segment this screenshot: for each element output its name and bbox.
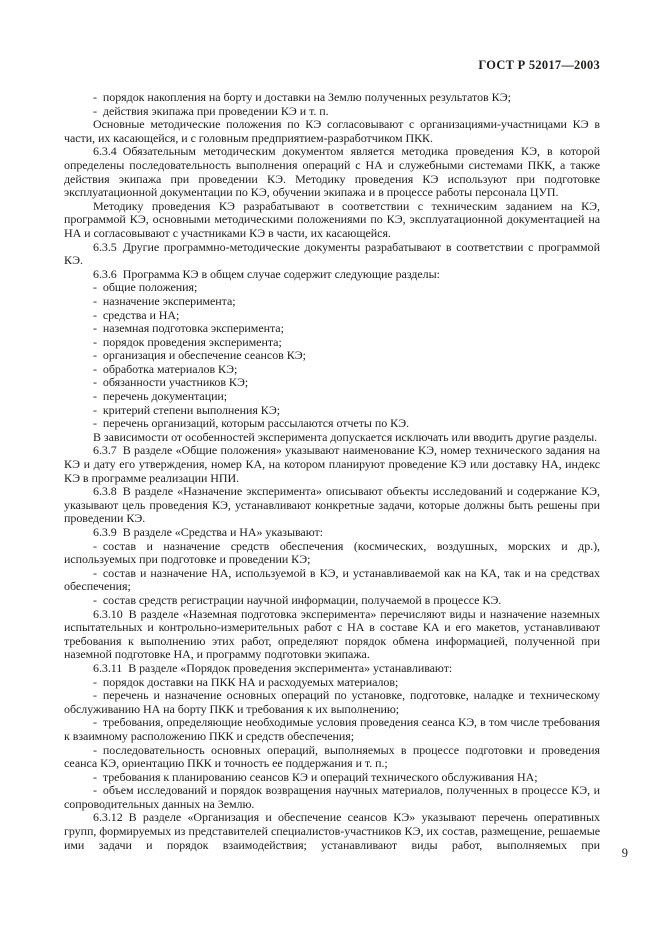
standard-number: ГОСТ Р 52017—2003 — [478, 58, 600, 72]
paragraph: 6.3.5 Другие программно-методические документы разрабатывают в соответствии с программой КЭ. — [64, 239, 600, 268]
paragraph: 6.3.7 В разделе «Общие положения» указывают наименование КЭ, номер технического задания на КЭ и дату его утверждения, номер КА, на котором планируют проведение КЭ или доставку НА, индекс КЭ в программе реализации НПИ. — [64, 443, 600, 485]
paragraph: - порядок проведения эксперимента; — [93, 334, 282, 349]
paragraph: 6.3.4 Обязательным методическим документом является методика проведения КЭ, в которой определены последовательность выполнения операций с НА и служебными системами ПКК, а также действия экипажа при проведении КЭ. Методику проведения КЭ используют при подготовке эксплуатационной документации по КЭ, обучении экипажа и в процессе работы персонала ЦУП. — [64, 144, 600, 200]
paragraph: - порядок накопления на борту и доставки на Землю полученных результатов КЭ; — [93, 90, 511, 104]
page-header — [64, 58, 600, 73]
paragraph: - обязанности участников КЭ; — [93, 375, 249, 390]
paragraph: Основные методические положения по КЭ согласовывают с организациями-участницами КЭ в части, их касающейся, и с головным предприятием-разработчиком ПКК. — [64, 117, 600, 145]
paragraph: - действия экипажа при проведении КЭ и т. п. — [93, 103, 329, 118]
paragraph: 6.3.9 В разделе «Средства и НА» указывают: — [93, 525, 323, 539]
paragraph: - порядок доставки на ПКК НА и расходуемых материалов; — [93, 674, 399, 689]
paragraph: - средства и НА; — [93, 307, 180, 322]
paragraph: - организация и обеспечение сеансов КЭ; — [93, 348, 306, 363]
paragraph: - общие положения; — [93, 280, 198, 295]
paragraph: 6.3.6 Программа КЭ в общем случае содержит следующие разделы: — [93, 266, 440, 281]
paragraph: - обработка материалов КЭ; — [93, 361, 238, 376]
paragraph: - наземная подготовка эксперимента; — [93, 321, 284, 336]
paragraph: - состав и назначение НА, используемой в КЭ, и устанавливаемой как на КА, так и на средствах обеспечения; — [64, 565, 600, 594]
paragraph: - требования, определяющие необходимые условия проведения сеанса КЭ, в том числе требования к взаимному расположению ПКК и средств обеспечения; — [64, 715, 600, 743]
paragraph: - перечень документации; — [93, 389, 228, 404]
paragraph: - состав средств регистрации научной информации, получаемой в процессе КЭ. — [93, 592, 502, 607]
paragraph: - назначение эксперимента; — [93, 293, 236, 308]
paragraph: - перечень организаций, которым рассылаются отчеты по КЭ. — [93, 416, 410, 431]
document-body — [64, 91, 600, 852]
paragraph: Методику проведения КЭ разрабатывают в соответствии с техническим заданием на КЭ, программой КЭ, основными методическими положениями по КЭ, эксплуатационной документацией на НА и согласовывают с участниками КЭ в части, их касающейся. — [64, 198, 600, 240]
paragraph: 6.3.11 В разделе «Порядок проведения эксперимента» устанавливают: — [93, 660, 453, 675]
paragraph: - критерий степени выполнения КЭ; — [93, 402, 280, 417]
paragraph: В зависимости от особенностей эксперимента допускается исключать или вводить другие разделы. — [93, 429, 598, 444]
paragraph: 6.3.12 В разделе «Организация и обеспечение сеансов КЭ» указывают перечень оперативных групп, формируемых из представителей специалистов-участников КЭ, их состав, размещение, решаемые ими задачи и порядок взаимодействия; устанавливают виды работ, выполняемых при — [64, 810, 600, 852]
paragraph: - перечень и назначение основных операций по установке, подготовке, наладке и техническому обслуживанию НА на борту ПКК и требования к их выполнению; — [64, 688, 600, 716]
paragraph: - объем исследований и порядок возвращения научных материалов, полученных в процессе КЭ, и сопроводительных данных на Землю. — [64, 783, 600, 811]
paragraph: - требования к планированию сеансов КЭ и операций технического обслуживания НА; — [93, 769, 538, 784]
paragraph: 6.3.10 В разделе «Наземная подготовка эксперимента» перечисляют виды и назначение наземных испытательных и контрольно-измерительных работ с НА в составе КА и его макетов, устанавливают требования к выполнению этих работ, определяют порядок обмена информацией, полученной при наземной подготовке НА, и программу подготовки экипажа. — [64, 606, 600, 662]
paragraph: - состав и назначение средств обеспечения (космических, воздушных, морских и др.), используемых при подготовке и проведении КЭ; — [64, 538, 600, 567]
page-number: 9 — [621, 846, 628, 860]
paragraph: - последовательность основных операций, выполняемых в процессе подготовки и проведения сеанса КЭ, ориентацию ПКК и точность ее поддержания и т. п.; — [64, 742, 600, 771]
paragraph: 6.3.8 В разделе «Назначение эксперимента» описывают объекты исследований и содержание КЭ, указывают цель проведения КЭ, устанавливают конкретные задачи, которые должны быть решены при проведении КЭ. — [64, 484, 600, 526]
